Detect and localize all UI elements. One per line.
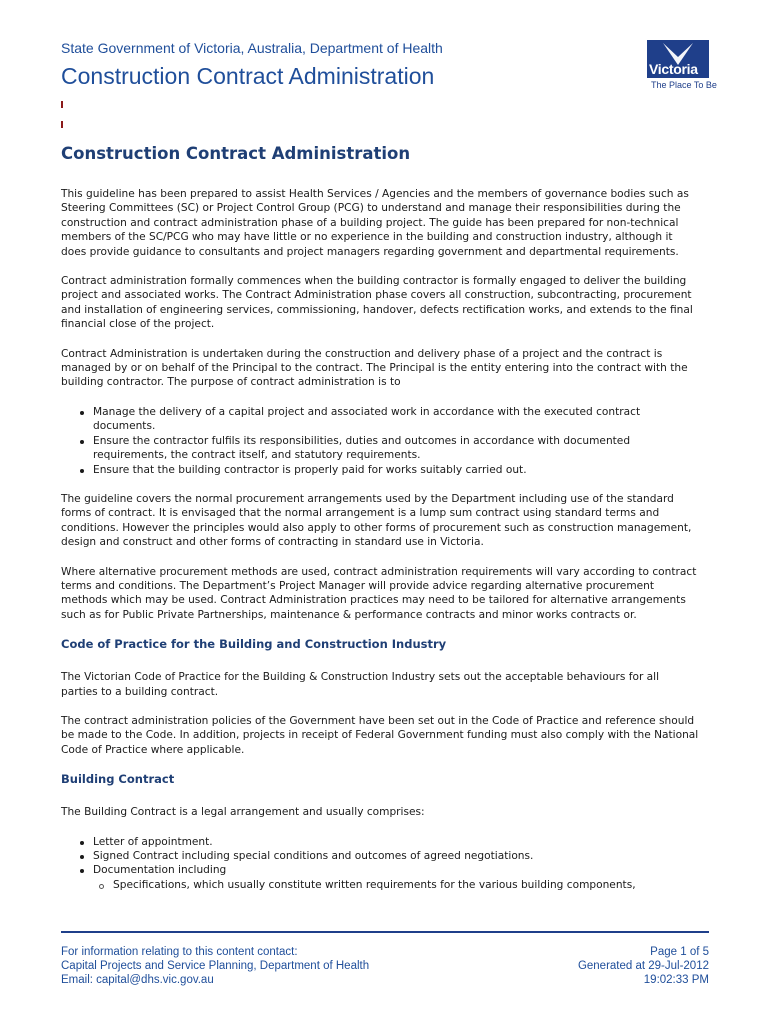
paragraph: The Victorian Code of Practice for the Building & Construction Industry sets out the acceptable behaviours for all parties to a building contract. [61, 671, 660, 698]
generated-time: 19:02:33 PM [643, 974, 709, 986]
list-item-text: Documentation including [93, 864, 227, 877]
victoria-logo-box [647, 40, 709, 78]
purpose-list [61, 405, 699, 477]
header-subtitle: State Government of Victoria, Australia, Department of Health [61, 40, 443, 56]
sub-list-item: Specifications, which usually constitute written requirements for the various building components, [113, 878, 699, 892]
footer-email[interactable]: Email: capital@dhs.vic.gov.au [61, 974, 214, 986]
paragraph: Contract administration formally commences when the building contractor is formally engaged to deliver the building project and associated works. The Contract Administration phase covers all construction, subcontracting, procurement and installation of engineering services, commissioning, handover, defects rectification works, and extends to the final financial close of the project. [61, 275, 693, 331]
paragraph: The guideline covers the normal procurement arrangements used by the Department including use of the standard forms of contract. It is envisaged that the normal arrangement is a lump sum contract using standard terms and conditions. However the principles would also apply to other forms of procurement such as construction management, design and construct and other forms of contracting in standard use in Victoria. [61, 492, 692, 549]
footer-contact [61, 945, 369, 987]
paragraph: The Building Contract is a legal arrangement and usually comprises: [61, 806, 425, 819]
page-number: Page 1 of 5 [650, 946, 709, 958]
list-item: Letter of appointment. [93, 835, 699, 849]
list-item: Signed Contract including special conditions and outcomes of agreed negotiations. [93, 849, 699, 863]
list-item: Manage the delivery of a capital project and associated work in accordance with the executed contract documents. [93, 405, 699, 434]
document-body [61, 138, 699, 907]
footer-contact-line: For information relating to this content contact: [61, 946, 298, 958]
logo-tagline: The Place To Be [651, 80, 717, 90]
section-heading-building: Building Contract [61, 772, 175, 787]
paragraph: Where alternative procurement methods are used, contract administration requirements will vary according to contract terms and conditions. The Department’s Project Manager will provide advice regarding alternative procurement methods which may be used. Contract Administration practices may need to be tailored for alternative arrangements such as for Public Private Partnerships, maintenance & performance contracts and minor works contracts or. [61, 565, 697, 621]
list-item: Ensure that the building contractor is properly paid for works suitably carried out. [93, 463, 699, 477]
page-heading: Construction Contract Administration [61, 144, 411, 163]
victoria-logo [647, 40, 717, 92]
header-title: Construction Contract Administration [61, 63, 435, 89]
list-item [93, 863, 699, 892]
footer-contact-line: Capital Projects and Service Planning, Department of Health [61, 960, 370, 972]
section-heading-code: Code of Practice for the Building and Construction Industry [61, 637, 447, 652]
marker-icon [61, 121, 63, 128]
generated-date: Generated at 29-Jul-2012 [577, 960, 709, 972]
building-contract-list [61, 835, 699, 893]
logo-word: Victoria [649, 61, 698, 77]
paragraph: Contract Administration is undertaken during the construction and delivery phase of a project and the contract is managed by or on behalf of the Principal to the contract. The Principal is the entity entering into the contract with the building contractor. The purpose of contract administration is to [61, 347, 688, 389]
marker-icon [61, 101, 63, 108]
footer-divider [61, 931, 709, 933]
paragraph: This guideline has been prepared to assist Health Services / Agencies and the members of governance bodies such as Steering Committees (SC) or Project Control Group (PCG) to understand and manage their responsibilities during the construction and contract administration phase of a building project. The guide has been prepared for non-technical members of the SC/PCG who may have little or no experience in the building and construction industry, although it does provide guidance to consultants and project managers regarding government and departmental requirements. [61, 188, 689, 258]
footer-meta [578, 945, 709, 987]
paragraph: The contract administration policies of the Government have been set out in the Code of Practice and reference should be made to the Code. In addition, projects in receipt of Federal Government funding must also comply with the National Code of Practice where applicable. [61, 714, 699, 756]
sub-list [93, 878, 699, 892]
list-item: Ensure the contractor fulfils its responsibilities, duties and outcomes in accordance with documented requirements, the contract itself, and statutory requirements. [93, 434, 699, 463]
